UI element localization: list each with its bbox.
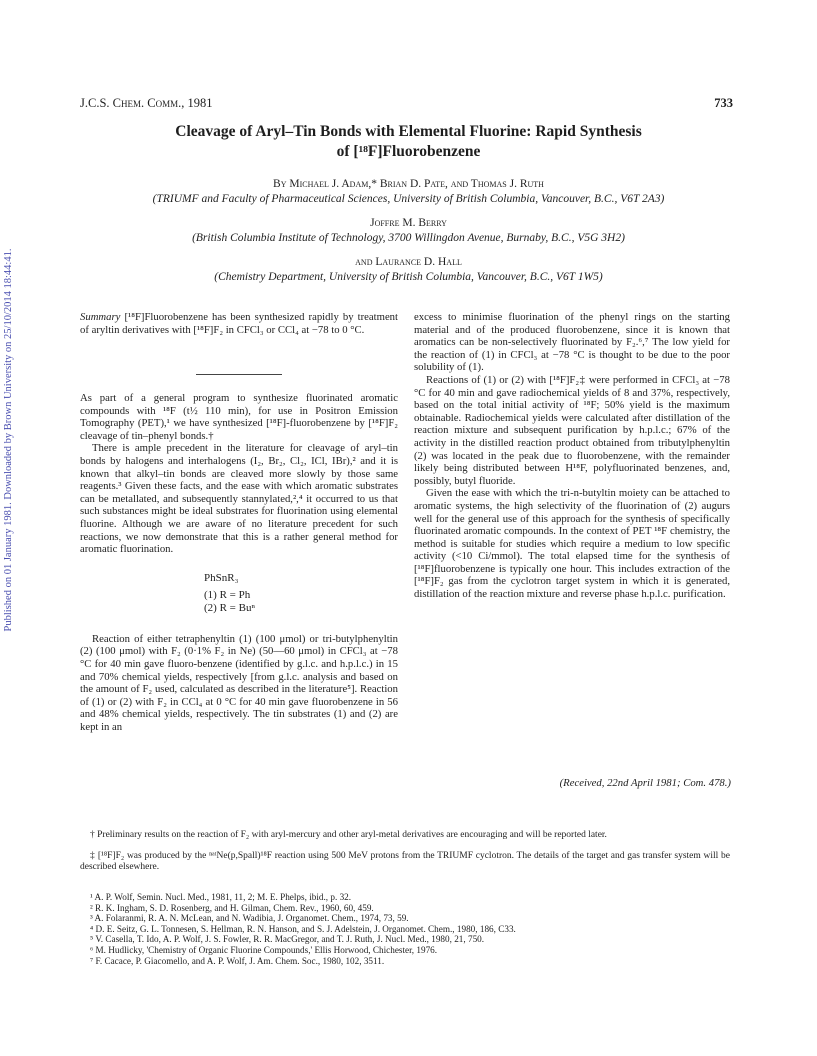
formula-line-1: PhSnR₃ (204, 571, 239, 584)
article-title (80, 122, 737, 162)
running-header-journal: J.C.S. Chem. Comm., 1981 (80, 96, 213, 110)
page-number: 733 (714, 96, 733, 110)
compound-formula (204, 572, 398, 615)
affiliation-2: (British Columbia Institute of Technology, 3700 Willingdon Avenue, Burnaby, B.C., V5G 3H2) (192, 232, 625, 244)
affiliation-3: (Chemistry Department, University of British Columbia, Vancouver, B.C., V6T 1W5) (214, 271, 603, 283)
formula-line-2: (1) R = Ph (204, 588, 251, 601)
right-paragraph-2: Reactions of (1) or (2) with [¹⁸F]F₂‡ were performed in CFCl₃ at −78 °C for 40 min and gave radiochemical yields of 8 and 37%, respectively, based on the total initial activity of ¹⁸F; 50% yield is the maximum obtainable. Radiochemical yields were calculated after distillation of the reaction mixture and subsequent purification by h.p.l.c.; 67% of the activity in the distilled reaction product obtained from tributylphenyltin (2) was located in the peak due to fluorobenzene, with the remainder likely being distributed between H¹⁸F, polyfluorinated benzenes, and, possibly, butyl fluoride. (414, 373, 730, 487)
footnote-double-dagger: ‡ [¹⁸F]F₂ was produced by the ⁿᵃᵗNe(p,Spall)¹⁸F reaction using 500 MeV protons from the TRIUMF cyclotron. The details of the target and gas transfer system will be described elsewhere. (80, 850, 730, 872)
footnote-dagger: † Preliminary results on the reaction of F₂ with aryl-mercury and other aryl-metal derivatives are encouraging and will be reported later. (90, 830, 607, 840)
side-download-note (0, 240, 20, 640)
reference-item: ⁴ D. E. Seitz, G. L. Tonnesen, S. Hellman, R. N. Hanson, and S. J. Adelstein, J. Organomet. Chem., 1980, 186, C33. (90, 923, 516, 934)
summary-text: [¹⁸F]Fluorobenzene has been synthesized rapidly by treatment of aryltin derivatives with [¹⁸F]F₂ in CFCl₃ or CCl₄ at −78 to 0 °C. (80, 311, 398, 336)
left-paragraph-1: As part of a general program to synthesize fluorinated aromatic compounds with ¹⁸F (t½ 110 min), for use in Positron Emission Tomography (PET),¹ we have synthesized [¹⁸F]-fluorobenzene by [¹⁸F]F₂ cleavage of tin–phenyl bonds.† (80, 392, 398, 442)
right-column (414, 311, 730, 601)
summary-divider (196, 374, 282, 375)
article-title-line-2: of [¹⁸F]Fluorobenzene (336, 143, 481, 160)
formula-line-3: (2) R = Buⁿ (204, 601, 255, 614)
summary-label: Summary (80, 311, 121, 323)
left-paragraph-3: Reaction of either tetraphenyltin (1) (100 μmol) or tri-butylphenyltin (2) (100 μmol) with F₂ (0·1% F₂ in Ne) (50—60 μmol) in CFCl₃ at −78 °C for 40 min gave fluoro-benzene (identified by g.l.c. and h.p.l.c.) in 15 and 70% chemical yields, respectively [from g.l.c. analysis and based on the amount of F₂ used, calculated as described in the literature⁵]. Reaction of (1) or (2) with F₂ in CCl₄ at 0 °C for 40 min gave fluorobenzene in 56 and 48% chemical yields, respectively. The tin substrates (1) and (2) are kept in an (80, 632, 398, 733)
reference-list (80, 892, 730, 966)
reference-item: ¹ A. P. Wolf, Semin. Nucl. Med., 1981, 11, 2; M. E. Phelps, ibid., p. 32. (90, 892, 352, 902)
affiliation-1: (TRIUMF and Faculty of Pharmaceutical Sciences, University of British Columbia, Vancouver, B.C., V6T 2A3) (152, 193, 665, 205)
right-paragraph-3: Given the ease with which the tri-n-butyltin moiety can be attached to aromatic systems, the high selectivity of the fluorination of (2) augurs well for the general use of this approach for the synthesis of specifically fluorinated aromatic compounds. In the context of PET ¹⁸F chemistry, the method is suitable for studies which require a medium to low specific activity (<10 Ci/mmol). The total elapsed time for the synthesis of [¹⁸F]fluorobenzene is typically one hour. This includes extraction of the [¹⁸F]F₂ gas from the cyclotron target system in which it is generated, distillation of the reaction mixture and reverse phase h.p.l.c. purification. (414, 487, 730, 601)
summary (80, 311, 398, 336)
received-date: (Received, 22nd April 1981; Com. 478.) (559, 777, 731, 789)
reference-item: ⁷ F. Cacace, P. Giacomello, and A. P. Wolf, J. Am. Chem. Soc., 1980, 102, 3511. (90, 955, 385, 966)
author-block (80, 177, 737, 285)
left-column (80, 392, 398, 733)
author-line-2: Joffre M. Berry (370, 217, 447, 229)
reference-item: ⁶ M. Hudlicky, 'Chemistry of Organic Fluorine Compounds,' Ellis Horwood, Chichester, 1976. (90, 944, 438, 955)
reference-item: ² R. K. Ingham, S. D. Rosenberg, and H. Gilman, Chem. Rev., 1960, 60, 459. (90, 902, 374, 913)
right-paragraph-1: excess to minimise fluorination of the phenyl rings on the starting material and of the produced fluorobenzene, since it is known that aromatics can be non-selectively fluorinated by F₂.⁶,⁷ The low yield for the reaction of (1) in CFCl₃ at −78 °C is thought to be due to the poor solubility of (1). (414, 311, 730, 374)
article-title-line-1: Cleavage of Aryl–Tin Bonds with Elemental Fluorine: Rapid Synthesis (175, 123, 642, 140)
reference-item: ⁵ V. Casella, T. Ido, A. P. Wolf, J. S. Fowler, R. R. MacGregor, and T. J. Ruth, J. Nucl. Med., 1980, 21, 750. (90, 934, 485, 945)
side-download-note-text: Published on 01 January 1981. Downloaded by Brown University on 25/10/2014 18:44:41. (3, 248, 14, 632)
author-line-1: By Michael J. Adam,* Brian D. Pate, and Thomas J. Ruth (273, 178, 544, 190)
left-paragraph-2: There is ample precedent in the literature for cleavage of aryl–tin bonds by halogens and interhalogens (I₂, Br₂, Cl₂, ICl, IBr),² and it is known that alkyl–tin bonds are cleaved more slowly by those same reagents.³ Given these facts, and the ease with which aromatic substrates can be metallated, and subsequently stannylated,²,⁴ it occurred to us that such substances might be ideal substrates for fluorination using elemental fluorine. Although we are aware of no literature precedent for such reactions, we now demonstrate that this is a rather general method for aromatic fluorination. (80, 442, 398, 556)
footnotes (80, 830, 730, 874)
reference-item: ³ A. Folaranmi, R. A. N. McLean, and N. Wadibia, J. Organomet. Chem., 1974, 73, 59. (90, 913, 409, 924)
author-line-3: and Laurance D. Hall (355, 256, 462, 268)
